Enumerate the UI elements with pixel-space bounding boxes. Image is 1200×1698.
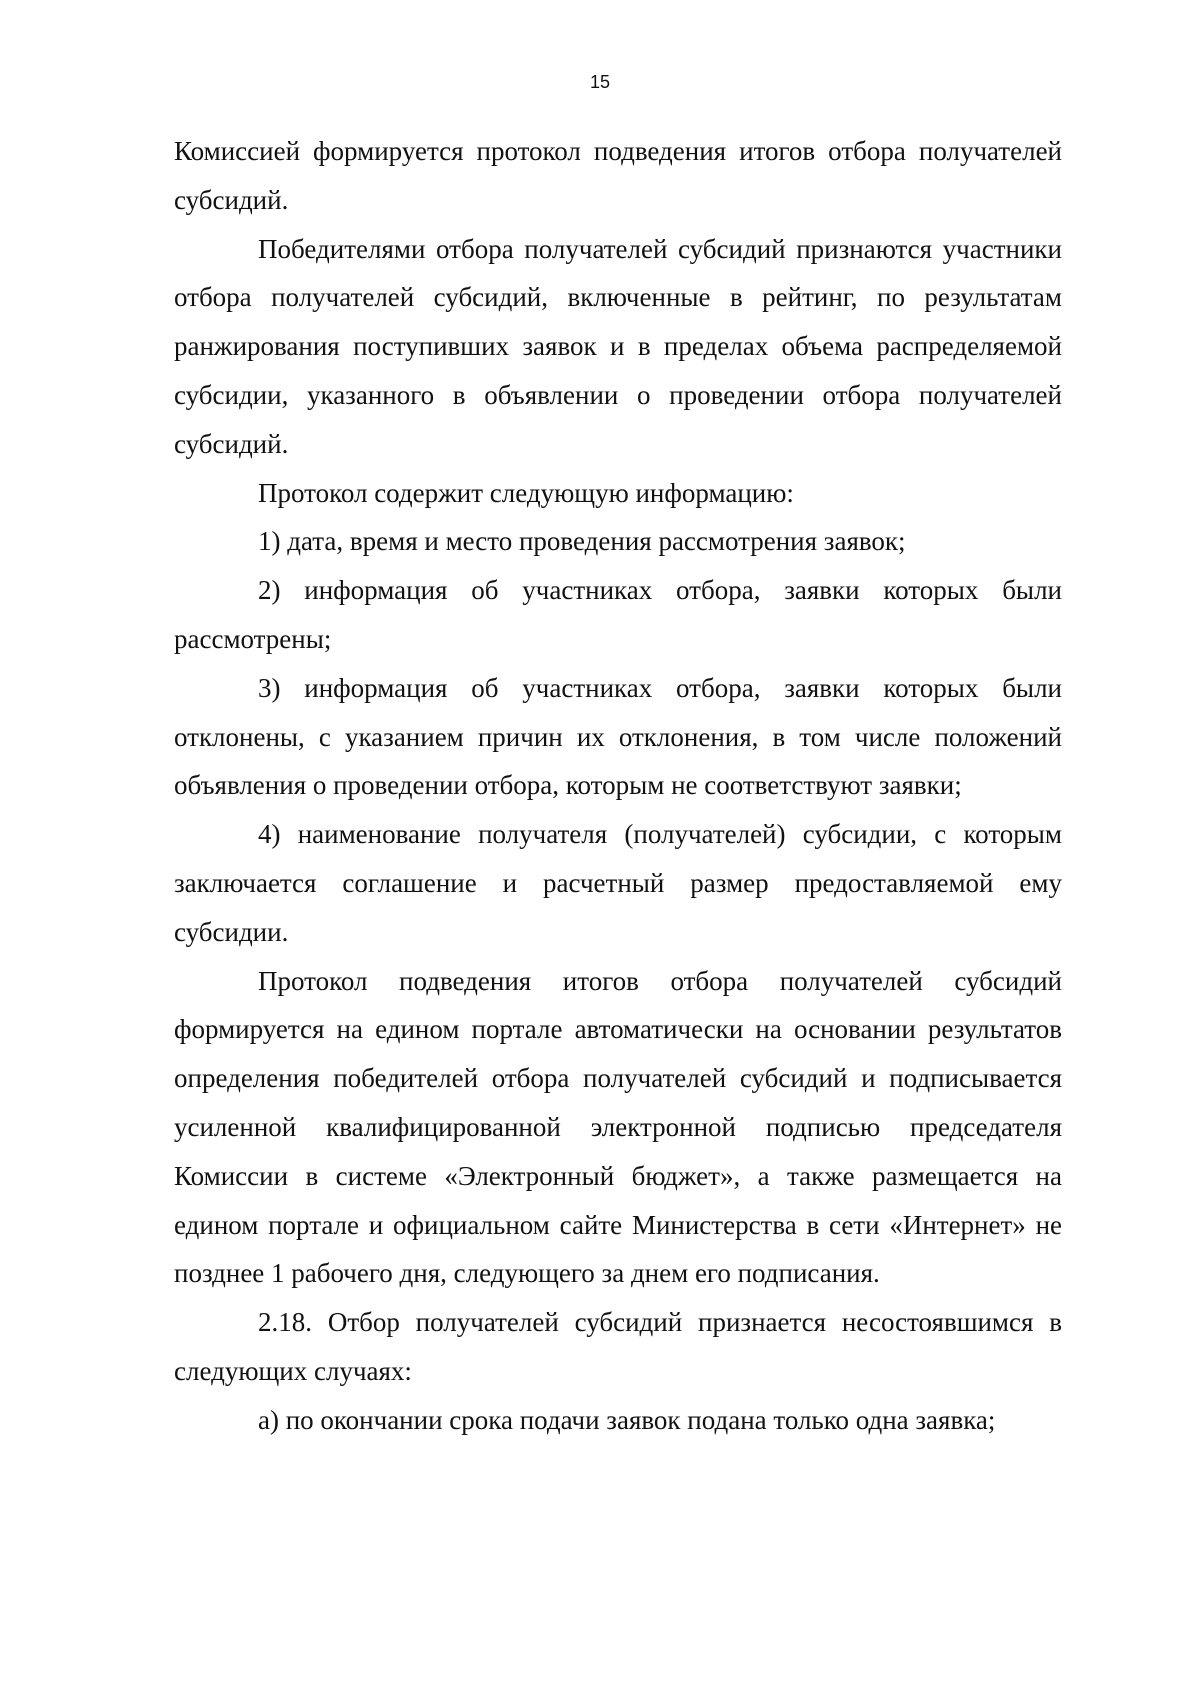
paragraph-1: Комиссией формируется протокол подведения итогов отбора получателей субсидий. bbox=[174, 136, 1062, 215]
paragraph-2: Победителями отбора получателей субсидий признаются участники отбора получателей субсидий, включенные в рейтинг, по результатам ранжирования поступивших заявок и в пределах объема распределяемой субсидии, указанного в объявлении о проведении отбора получателей субсидий. bbox=[174, 233, 1062, 459]
document-body bbox=[174, 127, 1062, 1445]
paragraph-6: 3) информация об участниках отбора, заявки которых были отклонены, с указанием причин их отклонения, в том числе положений объявления о проведении отбора, которым не соответствуют заявки; bbox=[174, 672, 1062, 801]
paragraph-10: а) по окончании срока подачи заявок подана только одна заявка; bbox=[258, 1404, 996, 1435]
paragraph-3: Протокол содержит следующую информацию: bbox=[258, 477, 794, 508]
paragraph-9: 2.18. Отбор получателей субсидий признается несостоявшимся в следующих случаях: bbox=[174, 1307, 1062, 1386]
paragraph-7: 4) наименование получателя (получателей) субсидии, с которым заключается соглашение и расчетный размер предоставляемой ему субсидии. bbox=[174, 819, 1062, 947]
paragraph-4: 1) дата, время и место проведения рассмотрения заявок; bbox=[258, 526, 906, 557]
paragraph-8: Протокол подведения итогов отбора получателей субсидий формируется на едином портале автоматически на основании результатов определения победителей отбора получателей субсидий и подписывается усиленной квалифицированной электронной подписью председателя Комиссии в системе «Электронный бюджет», а также размещается на едином портале и официальном сайте Министерства в сети «Интернет» не позднее 1 рабочего дня, следующего за днем его подписания. bbox=[174, 965, 1062, 1289]
paragraph-5: 2) информация об участниках отбора, заявки которых были рассмотрены; bbox=[174, 575, 1062, 654]
page-number: 15 bbox=[589, 72, 611, 92]
